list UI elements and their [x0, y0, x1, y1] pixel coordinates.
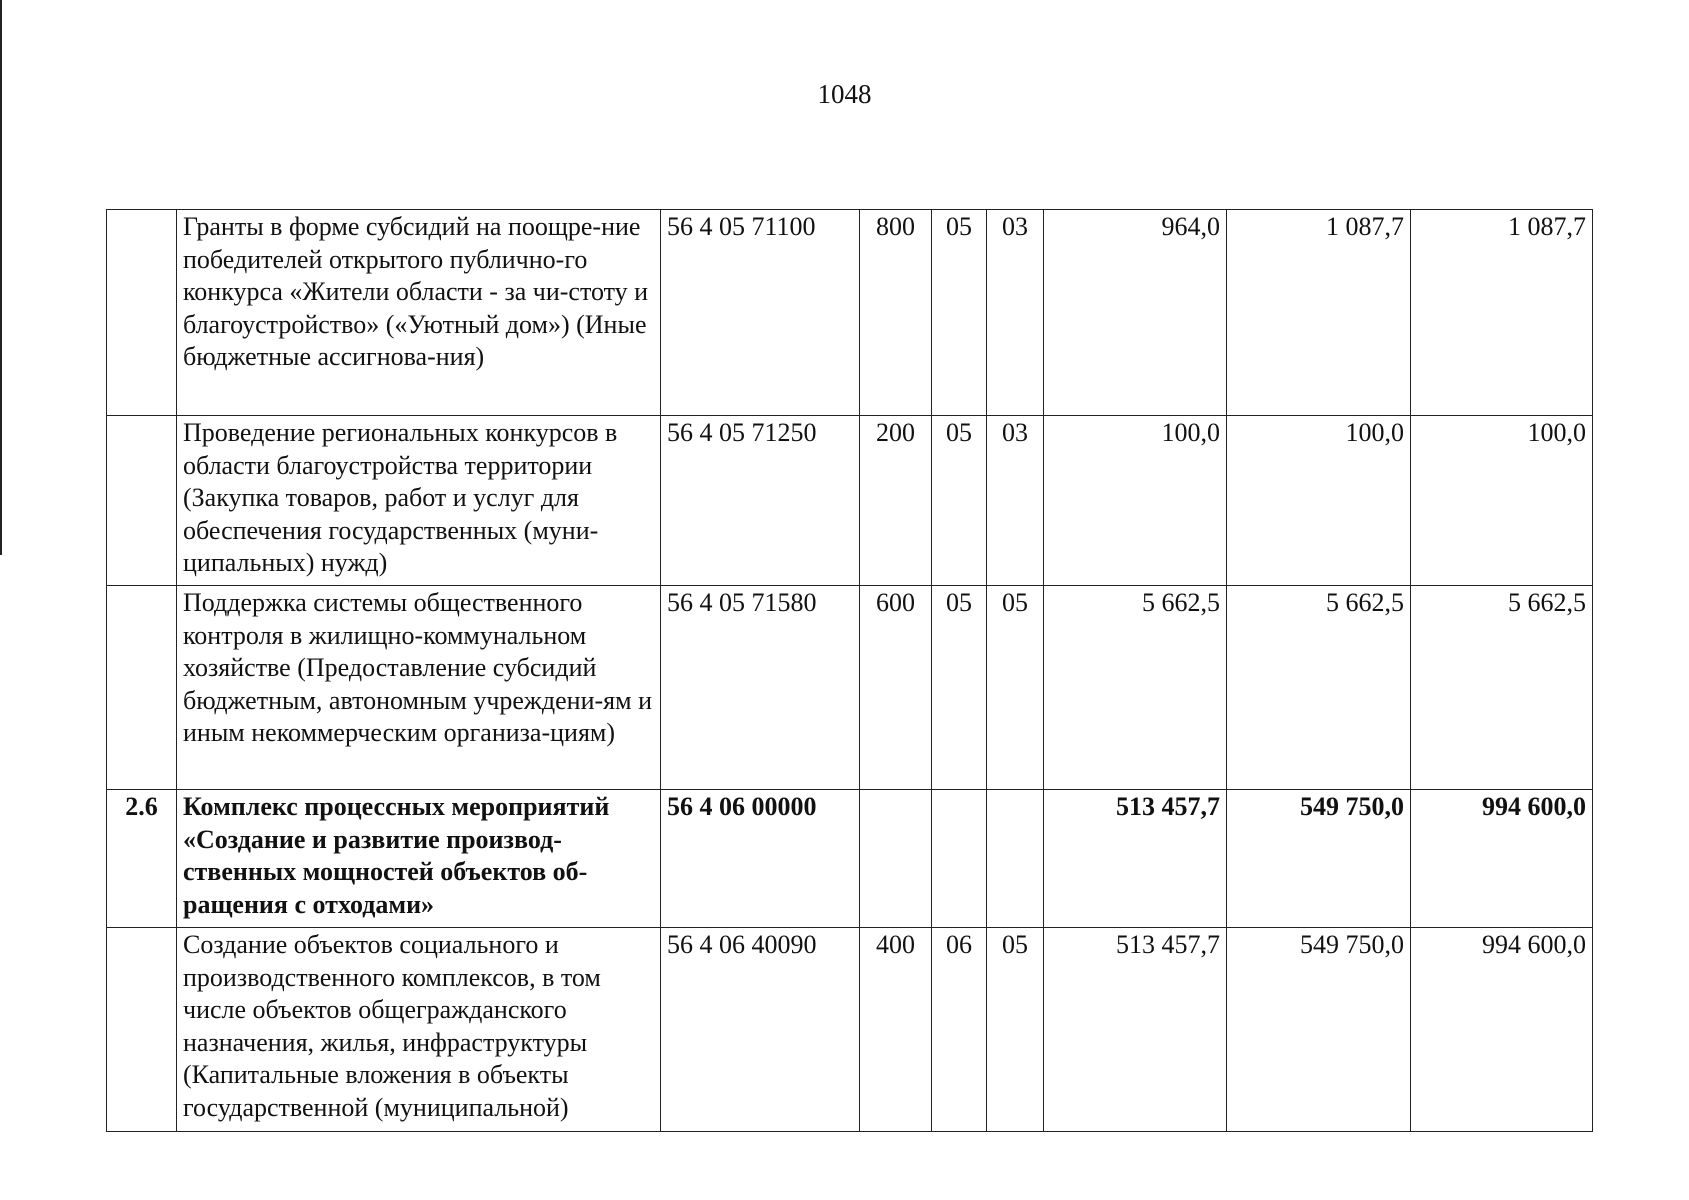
- budget-table: [106, 209, 1593, 1132]
- subsection-code: 05: [987, 928, 1044, 1132]
- target-article-code: 56 4 06 40090: [661, 928, 860, 1132]
- table-row-section-total: [107, 790, 1593, 928]
- row-description: Создание объектов социального и производственного комплексов, в том числе объектов общегражданского назначения, жилья, инфраструктуры (Капитальные вложения в объекты государственной (муниципальной): [177, 928, 661, 1132]
- amount-year-2: 5 662,5: [1227, 586, 1411, 790]
- target-article-code: 56 4 06 00000: [661, 790, 860, 928]
- table-row: [107, 928, 1593, 1132]
- row-description: Поддержка системы общественного контроля в жилищно-коммунальном хозяйстве (Предоставление субсидий бюджетным, автономным учреждени-ям и иным некоммерческим организа-циям): [177, 586, 661, 790]
- table-row: [107, 416, 1593, 586]
- amount-year-2: 100,0: [1227, 416, 1411, 586]
- row-number: [107, 210, 177, 416]
- amount-year-2: 549 750,0: [1227, 790, 1411, 928]
- amount-year-1: 5 662,5: [1044, 586, 1227, 790]
- amount-year-1: 513 457,7: [1044, 928, 1227, 1132]
- row-number: [107, 416, 177, 586]
- amount-year-3: 1 087,7: [1411, 210, 1593, 416]
- target-article-code: 56 4 05 71250: [661, 416, 860, 586]
- amount-year-3: 994 600,0: [1411, 928, 1593, 1132]
- expense-type-code: [860, 790, 932, 928]
- amount-year-2: 549 750,0: [1227, 928, 1411, 1132]
- row-description: Гранты в форме субсидий на поощре-ние победителей открытого публично-го конкурса «Жители области - за чи-стоту и благоустройство» («Уютный дом») (Иные бюджетные ассигнова-ния): [177, 210, 661, 416]
- row-description: Проведение региональных конкурсов в области благоустройства территории (Закупка товаров, работ и услуг для обеспечения государственных (муни-ципальных) нужд): [177, 416, 661, 586]
- amount-year-1: 513 457,7: [1044, 790, 1227, 928]
- amount-year-1: 964,0: [1044, 210, 1227, 416]
- row-number: [107, 586, 177, 790]
- expense-type-code: 200: [860, 416, 932, 586]
- expense-type-code: 800: [860, 210, 932, 416]
- table-row: [107, 586, 1593, 790]
- amount-year-3: 5 662,5: [1411, 586, 1593, 790]
- target-article-code: 56 4 05 71580: [661, 586, 860, 790]
- section-code: 06: [932, 928, 987, 1132]
- amount-year-1: 100,0: [1044, 416, 1227, 586]
- row-number: [107, 928, 177, 1132]
- expense-type-code: 600: [860, 586, 932, 790]
- target-article-code: 56 4 05 71100: [661, 210, 860, 416]
- table-row: [107, 210, 1593, 416]
- section-code: 05: [932, 586, 987, 790]
- page-number: 1048: [817, 79, 872, 109]
- row-number: 2.6: [107, 790, 177, 928]
- section-code: 05: [932, 416, 987, 586]
- subsection-code: 05: [987, 586, 1044, 790]
- subsection-code: [987, 790, 1044, 928]
- expense-type-code: 400: [860, 928, 932, 1132]
- amount-year-3: 994 600,0: [1411, 790, 1593, 928]
- section-code: [932, 790, 987, 928]
- amount-year-2: 1 087,7: [1227, 210, 1411, 416]
- subsection-code: 03: [987, 210, 1044, 416]
- section-code: 05: [932, 210, 987, 416]
- subsection-code: 03: [987, 416, 1044, 586]
- row-description: Комплекс процессных мероприятий «Создание и развитие производ-ственных мощностей объектов об-ращения с отходами»: [177, 790, 661, 928]
- amount-year-3: 100,0: [1411, 416, 1593, 586]
